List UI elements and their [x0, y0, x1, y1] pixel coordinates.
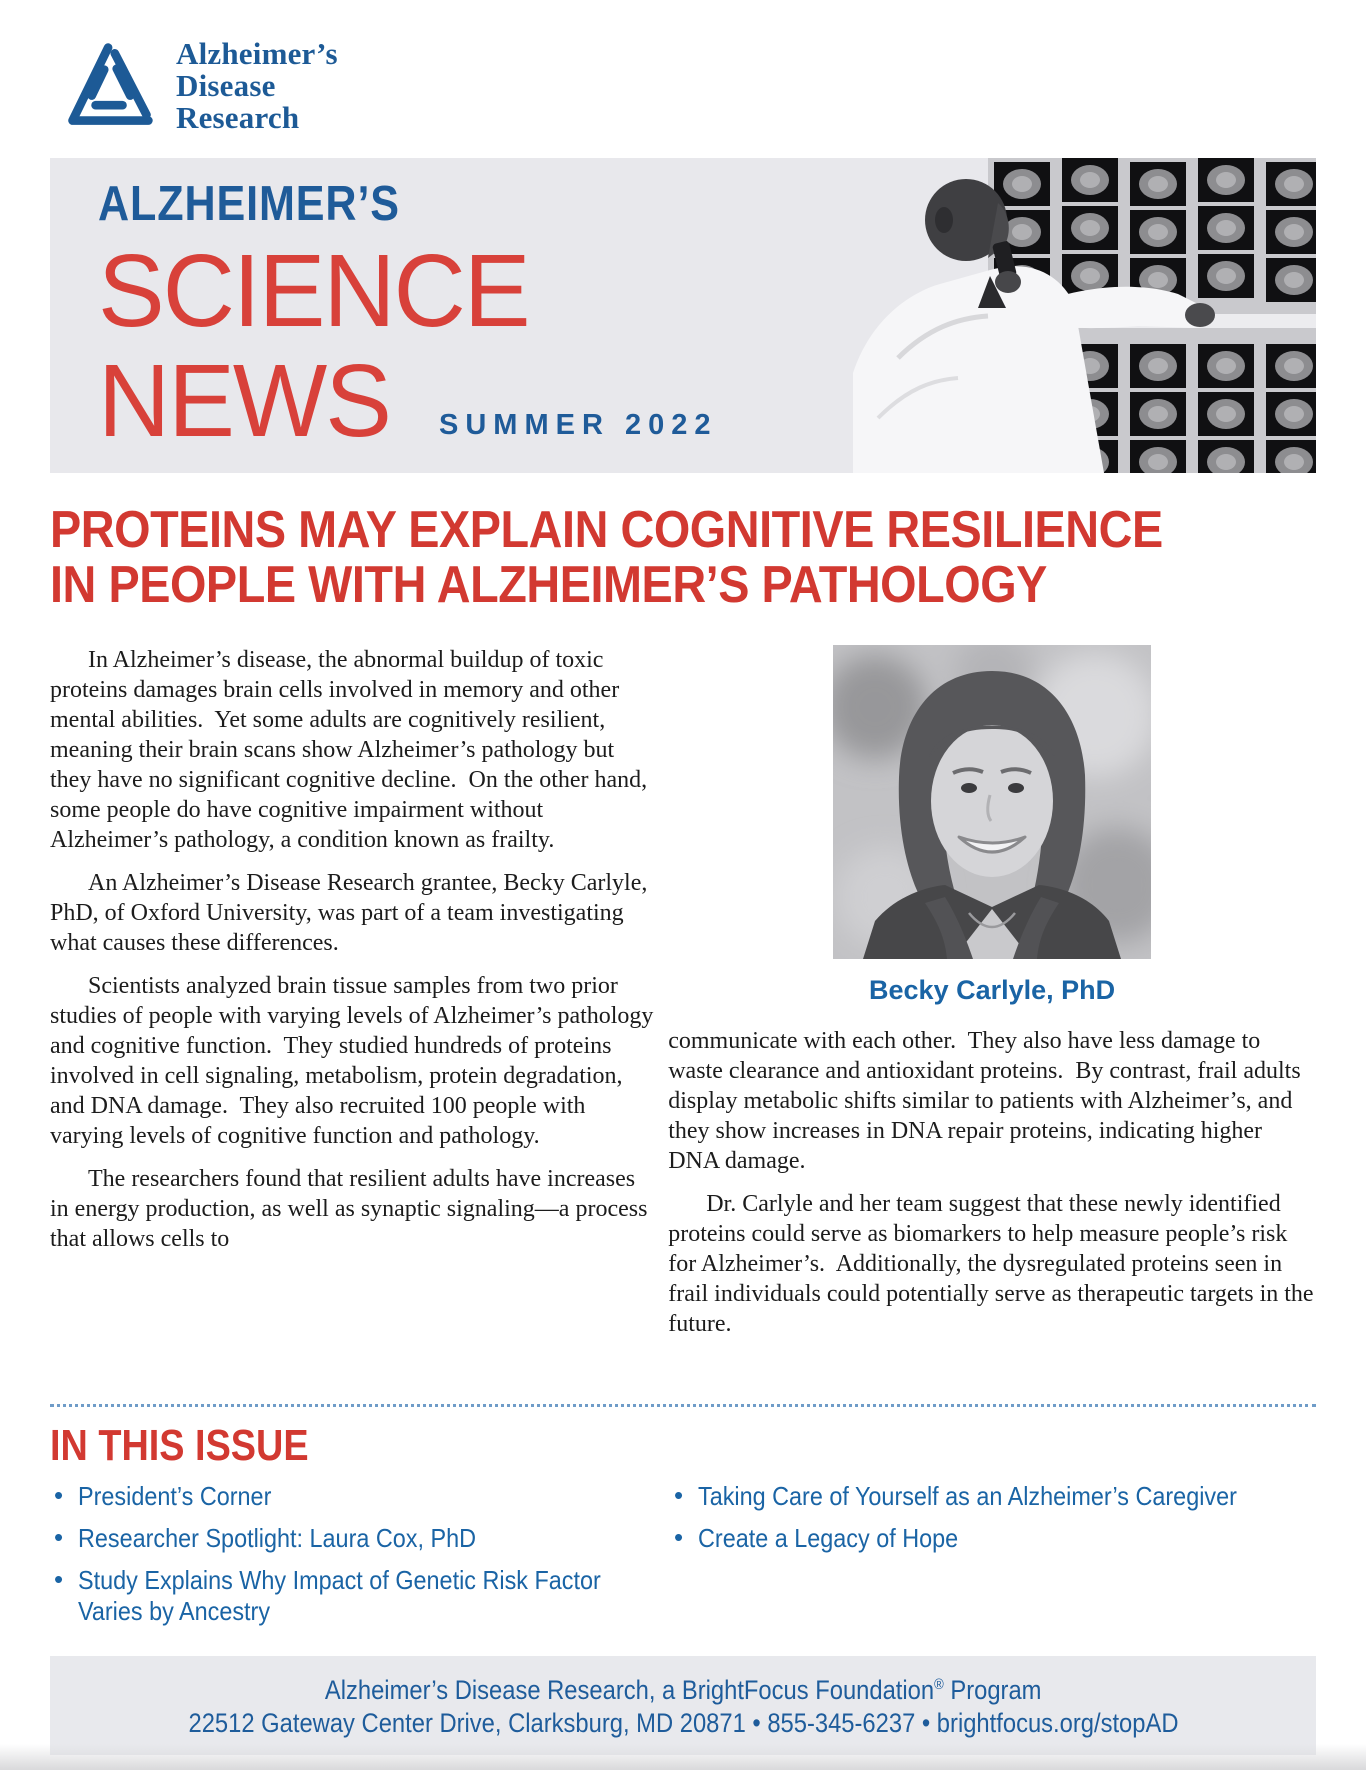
issue-item: • Create a Legacy of Hope — [670, 1523, 1312, 1554]
photo-caption: Becky Carlyle, PhD — [869, 975, 1116, 1006]
dotted-divider — [50, 1404, 1316, 1407]
headline-line1: PROTEINS MAY EXPLAIN COGNITIVE RESILIENCE — [50, 501, 1163, 559]
page-bottom-shadow — [0, 1744, 1366, 1770]
becky-carlyle-portrait-photo — [833, 645, 1151, 959]
in-this-issue-lists — [50, 1481, 1316, 1638]
masthead-band — [50, 158, 1316, 473]
logo-line: Research — [176, 99, 300, 135]
footer-line1: Alzheimer’s Disease Research, a BrightFocus Foundation® Program — [324, 1675, 1042, 1706]
footer-line2: 22512 Gateway Center Drive, Clarksburg, MD 20871 • 855-345-6237 • brightfocus.org/stopAD — [188, 1708, 1178, 1739]
article-paragraph: An Alzheimer’s Disease Research grantee, Becky Carlyle, PhD, of Oxford University, was part of a team investigating what causes these differences. — [50, 870, 654, 957]
org-logo — [62, 36, 1316, 136]
org-logo-text — [176, 38, 338, 134]
article-paragraph: The researchers found that resilient adults have increases in energy production, as well as synaptic signaling—a process that allows cells to — [50, 1166, 654, 1253]
article-paragraph: communicate with each other. They also have less damage to waste clearance and antioxidant proteins. By contrast, frail adults display metabolic shifts similar to patients with Alzheimer’s, and they show increases in DNA repair proteins, indicating higher DNA damage. — [668, 1028, 1307, 1175]
masthead-title-line2: NEWS — [98, 342, 390, 458]
article-paragraph: In Alzheimer’s disease, the abnormal buildup of toxic proteins damages brain cells involved in memory and other mental abilities. Yet some adults are cognitively resilient, meaning their brain scans show Alzheimer’s pathology but they have no significant cognitive decline. On the other hand, some people do have cognitive impairment without Alzheimer’s pathology, a condition known as frailty. — [50, 647, 654, 854]
masthead-title-line1: SCIENCE — [98, 233, 529, 348]
issue-item: • President’s Corner — [50, 1481, 670, 1512]
logo-line: Disease — [176, 68, 276, 104]
issue-date: SUMMER 2022 — [439, 408, 718, 441]
issue-item: • Study Explains Why Impact of Genetic Risk Factor Varies by Ancestry — [50, 1565, 670, 1627]
issue-item: • Taking Care of Yourself as an Alzheimer’s Caregiver — [670, 1481, 1312, 1512]
masthead-kicker: ALZHEIMER’S — [98, 177, 400, 231]
article-column-left — [50, 645, 660, 1352]
page-footer — [50, 1656, 1316, 1755]
registered-mark: ® — [933, 1677, 944, 1694]
article-paragraph: Dr. Carlyle and her team suggest that these newly identified proteins could serve as biomarkers to help measure people’s risk for Alzheimer’s. Additionally, the dysregulated proteins seen in frail individuals could potentially serve as therapeutic targets in the future. — [668, 1191, 1320, 1338]
article-headline — [50, 503, 1189, 613]
researcher-brain-scan-illustration — [838, 158, 1316, 473]
article-column-right — [668, 645, 1320, 1352]
headline-line2: IN PEOPLE WITH ALZHEIMER’S PATHOLOGY — [50, 556, 1047, 615]
logo-line: Alzheimer’s — [176, 36, 338, 72]
researcher-photo — [838, 158, 1316, 473]
article-body — [50, 645, 1320, 1352]
issue-list-left — [50, 1481, 670, 1627]
triangle-logo-icon — [62, 38, 158, 134]
masthead-titles — [98, 176, 718, 458]
article-paragraph: Scientists analyzed brain tissue samples from two prior studies of people with varying levels of Alzheimer’s pathology and cognitive function. They studied hundreds of proteins involved in cell signaling, metabolism, protein degradation, and DNA damage. They also recruited 100 people with varying levels of cognitive function and pathology. — [50, 973, 660, 1150]
issue-item: • Researcher Spotlight: Laura Cox, PhD — [50, 1523, 670, 1554]
issue-list-right — [670, 1481, 1312, 1554]
in-this-issue-heading: IN THIS ISSUE — [50, 1421, 309, 1471]
